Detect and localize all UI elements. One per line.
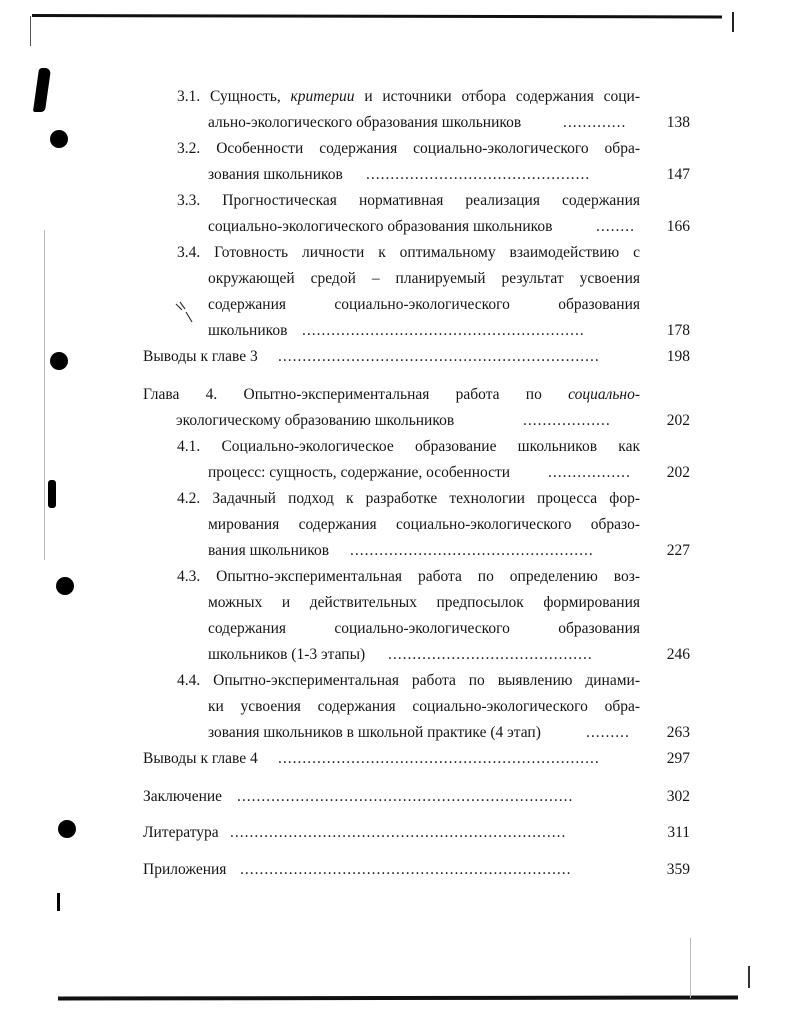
page-number: 311: [667, 824, 690, 841]
scan-mark: [57, 893, 60, 911]
page-number: 166: [666, 218, 690, 235]
toc-entry-4-4-line1: 4.4. Опытно-экспериментальная работа по выявлению динами-: [177, 672, 640, 689]
page-number: 359: [666, 861, 690, 878]
toc-entry-4-1-line1: 4.1. Социально-экологическое образование школьников как: [177, 438, 640, 455]
page-number: 227: [666, 542, 690, 559]
toc-entry-3-1-line1: 3.1. Сущность, критерии и источники отбора содержания соци-: [177, 88, 640, 105]
toc-entry-literature: Литература ..................................................................... 311: [0, 820, 795, 846]
toc-entry-conclusions-3: Выводы к главе 3 .................................................................. 198: [0, 344, 795, 370]
page-number: 178: [666, 322, 690, 339]
toc-entry-4-3-line2: можных и действительных предпосылок формирования: [208, 594, 640, 611]
toc-entry-4-3-line1: 4.3. Опытно-экспериментальная работа по определению воз-: [177, 568, 640, 585]
toc-entry-3-3-line2: социально-экологического образования школьников ........ 166: [0, 214, 795, 240]
toc-entry-appendices: Приложения .................................................................... 359: [0, 857, 795, 883]
scan-mark: [690, 938, 691, 998]
toc-entry-3-2-line2: зования школьников .............................................. 147: [0, 162, 795, 188]
scan-mark: [748, 966, 750, 988]
page-number: 138: [666, 114, 690, 131]
page-number: 198: [666, 348, 690, 365]
page-number: 263: [666, 724, 690, 741]
scan-bottom-border: [58, 996, 738, 1001]
toc-entry-3-4-line1: 3.4. Готовность личности к оптимальному взаимодействию с: [177, 244, 640, 261]
page-number: 202: [666, 464, 690, 481]
toc-entry-4-3-line3: содержания социально-экологического образования: [208, 620, 640, 637]
scan-mark: [30, 16, 31, 46]
toc-entry-3-3-line1: 3.3. Прогностическая нормативная реализация содержания: [177, 192, 640, 209]
toc-entry-3-1-line2: ально-экологического образования школьников ............. 138: [0, 110, 795, 136]
scan-top-border: [32, 14, 722, 18]
toc-entry-4-2-line3: вания школьников .................................................. 227: [0, 538, 795, 564]
toc-entry-4-2-line1: 4.2. Задачный подход к разработке технологии процесса фор-: [177, 490, 640, 507]
toc-entry-4-4-line2: ки усвоения содержания социально-экологического обра-: [208, 698, 640, 715]
toc-entry-chapter-4-line1: Глава 4. Опытно-экспериментальная работа по социально-: [143, 386, 640, 403]
toc-entry-conclusions-4: Выводы к главе 4 .................................................................. 297: [0, 746, 795, 772]
toc-entry-4-2-line2: мирования содержания социально-экологического образо-: [208, 516, 640, 533]
toc-entry-3-4-line2: окружающей средой – планируемый результат усвоения: [208, 270, 640, 287]
page-number: 147: [666, 166, 690, 183]
toc-entry-conclusion: Заключение ..................................................................... 302: [0, 784, 795, 810]
toc-entry-chapter-4-line2: экологическому образованию школьников .................. 202: [0, 408, 795, 434]
toc-entry-4-3-line4: школьников (1-3 этапы) .......................................... 246: [0, 642, 795, 668]
toc-entry-4-1-line2: процесс: сущность, содержание, особенности ................. 202: [0, 460, 795, 486]
page-number: 302: [666, 788, 690, 805]
toc-entry-3-4-line3: содержания социально-экологического образования: [208, 296, 640, 313]
page-number: 246: [666, 646, 690, 663]
page-number: 202: [666, 412, 690, 429]
scan-mark: [732, 12, 734, 32]
toc-entry-4-4-line3: зования школьников в школьной практике (4 этап) ......... 263: [0, 720, 795, 746]
page-number: 297: [666, 750, 690, 767]
toc-entry-3-2-line1: 3.2. Особенности содержания социально-экологического обра-: [177, 140, 640, 157]
toc-entry-3-4-line4: школьников .......................................................... 178: [0, 318, 795, 344]
